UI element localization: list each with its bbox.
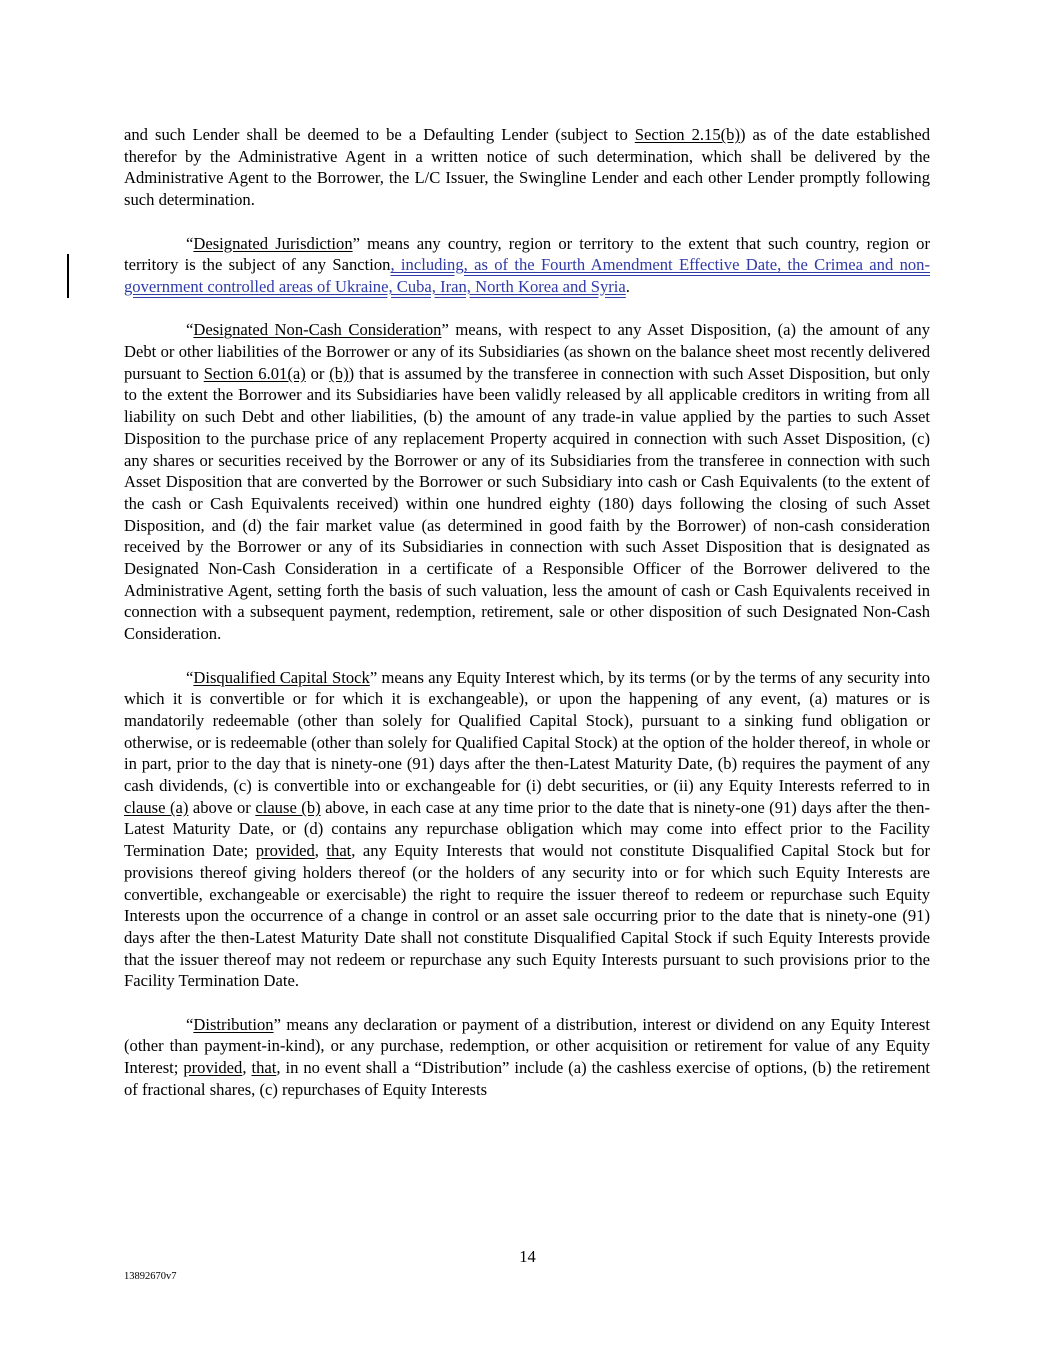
cross-reference-clause-a: clause (a) xyxy=(124,797,189,817)
cross-reference-clause-b: clause (b) xyxy=(255,797,321,817)
text-run: ) as of the date established therefor by the Administrative Agent in a written notice of such determination, which shall be delivered by the Administrative Agent to the Borrower, the L/C Issuer, the Swingline Lender and each other Lender promptly following such determination. xyxy=(124,125,930,210)
text-run: and such Lender shall be deemed to be a Defaulting Lender (subject to xyxy=(124,125,635,144)
text-run: , xyxy=(314,841,327,861)
proviso-that: that xyxy=(251,1058,277,1078)
revision-change-bar xyxy=(67,254,69,298)
document-id: 13892670v7 xyxy=(124,1271,177,1282)
proviso-that: that xyxy=(326,841,352,861)
defined-term: Designated Non-Cash Consideration xyxy=(193,320,442,340)
definition-designated-jurisdiction xyxy=(124,233,930,298)
text-run: ) that is assumed by the transferee in connection with such Asset Disposition, but only to the extent the Borrower and its Subsidiaries have been validly released by all applicable creditors in writing from all liability on such Debt and other liabilities, (b) the amount of any trade-in value applied by the parties to such Asset Disposition to the purchase price of any replacement Property acquired in connection with such Asset Disposition, (c) any shares or securities received by the Borrower or any of its Subsidiaries from the transferee in connection with such Asset Disposition that are converted by the Borrower or such Subsidiary into cash or Cash Equivalents (to the extent of the cash or Cash Equivalents received) within one hundred eighty (180) days following the closing of such Asset Disposition, and (d) the fair market value (as determined in good faith by the Borrower) of non-cash consideration received by the Borrower or any of its Subsidiaries in connection with such Asset Disposition that is designated as Designated Non-Cash Consideration in a certificate of a Responsible Officer of the Borrower delivered to the Administrative Agent, setting forth the basis of such valuation, less the amount of cash or Cash Equivalents received in connection with a subsequent payment, redemption, retirement, sale or other disposition of such Designated Non-Cash Consideration. xyxy=(124,363,930,644)
inserted-text-revision: , including, as of the Fourth Amendment Effective Date, the Crimea and non-government controlled areas of Ukraine, Cuba, Iran, North Korea and Syria xyxy=(124,255,930,296)
document-body xyxy=(124,124,930,1122)
definition-disqualified-capital-stock xyxy=(124,667,930,993)
text-run: or xyxy=(305,363,330,383)
text-run: , in no event shall a “Distribution” include (a) the cashless exercise of options, (b) the retirement of fractional shares, (c) repurchases of Equity Interests xyxy=(124,1058,930,1099)
text-run: ” means any declaration or payment of a distribution, interest or dividend on any Equity Interest (other than payment-in-kind), or any purchase, redemption, or other acquisition or retirement for value of any Equity Interest; xyxy=(124,1014,930,1078)
defined-term: Disqualified Capital Stock xyxy=(193,667,370,687)
cross-reference-section-6-01-a: Section 6.01(a) xyxy=(203,363,306,383)
text-run: above or xyxy=(188,797,256,817)
open-quote: “ xyxy=(186,1014,194,1034)
page-number: 14 xyxy=(519,1247,536,1266)
open-quote: “ xyxy=(186,667,194,687)
defined-term: Distribution xyxy=(193,1014,274,1034)
text-run: , xyxy=(242,1058,252,1078)
text-run: ” means any Equity Interest which, by its terms (or by the terms of any security into which it is convertible or for which it is exchangeable), or upon the happening of any event, (a) matures or is mandatorily redeemable (other than solely for Qualified Capital Stock), pursuant to a sinking fund obligation or otherwise, or is redeemable (other than solely for Qualified Capital Stock) at the option of the holder thereof, in whole or in part, prior to the day that is ninety-one (91) days after the then-Latest Maturity Date, (b) requires the payment of any cash dividends, (c) is convertible into or exchangeable for (i) debt securities, or (ii) any Equity Interests referred to in xyxy=(124,667,930,796)
definition-distribution xyxy=(124,1014,930,1101)
cross-reference-b: (b) xyxy=(329,363,349,383)
open-quote: “ xyxy=(186,233,194,253)
text-run: ” means, with respect to any Asset Disposition, (a) the amount of any Debt or other liabilities of the Borrower or any of its Subsidiaries (as shown on the balance sheet most recently delivered pursuant to xyxy=(124,320,930,383)
definition-designated-non-cash-consideration xyxy=(124,319,930,645)
defined-term: Designated Jurisdiction xyxy=(193,233,353,253)
text-run: above, in each case at any time prior to the date that is ninety-one (91) days after the then-Latest Maturity Date, or (d) contains any repurchase obligation which may come into effect prior to the Facility Termination Date; xyxy=(124,797,930,861)
paragraph-defaulting-lender-continuation xyxy=(124,124,930,211)
text-run: , any Equity Interests that would not constitute Disqualified Capital Stock but for provisions thereof giving holders thereof (or the holders of any security into or for which such Equity Interests are convertible, exchangeable or exercisable) the right to require the issuer thereof to redeem or repurchase such Equity Interests upon the occurrence of a change in control or an asset sale occurring prior to the date that is ninety-one (91) days after the then-Latest Maturity Date shall not constitute Disqualified Capital Stock if such Equity Interests provide that the issuer thereof may not redeem or repurchase any such Equity Interests pursuant to such provisions prior to the Facility Termination Date. xyxy=(124,841,931,991)
text-run: . xyxy=(625,276,630,296)
proviso-provided: provided xyxy=(183,1058,243,1078)
proviso-provided: provided xyxy=(255,841,315,861)
cross-reference-section-2-15-b: Section 2.15(b) xyxy=(634,125,740,144)
open-quote: “ xyxy=(186,320,194,340)
text-run: ” means any country, region or territory to the extent that such country, region or territory is the subject of any Sanction xyxy=(124,233,930,275)
